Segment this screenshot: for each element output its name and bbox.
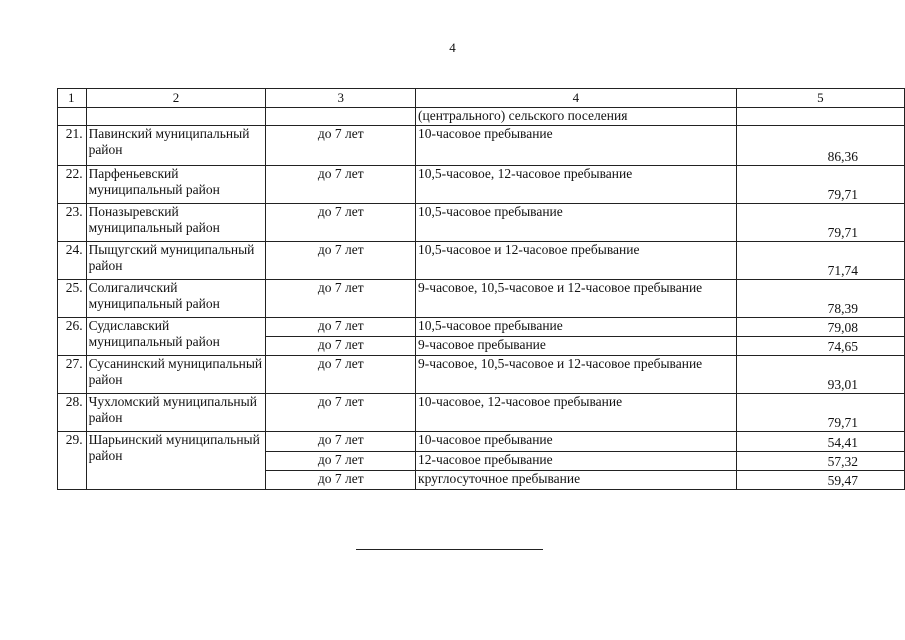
cost-value: 54,41	[736, 432, 904, 452]
header-col-4: 4	[416, 89, 737, 108]
continuation-row	[58, 108, 905, 126]
row-number: 26.	[58, 318, 87, 356]
cost-value: 59,47	[736, 471, 904, 490]
table-header-row	[58, 89, 905, 108]
age-group: до 7 лет	[266, 318, 416, 337]
district-name: Судиславский муниципальный район	[86, 318, 266, 356]
header-col-3: 3	[266, 89, 416, 108]
cost-value: 79,71	[736, 166, 904, 204]
table-row	[58, 394, 905, 432]
district-name: Сусанинский муниципальный район	[86, 356, 266, 394]
age-group: до 7 лет	[266, 126, 416, 166]
table-row	[58, 242, 905, 280]
age-group: до 7 лет	[266, 204, 416, 242]
row-number: 28.	[58, 394, 87, 432]
stay-description: 10-часовое пребывание	[416, 126, 737, 166]
table-row	[58, 432, 905, 452]
tariff-table	[57, 88, 905, 490]
cost-value: 57,32	[736, 452, 904, 471]
age-group: до 7 лет	[266, 280, 416, 318]
stay-description: 10,5-часовое пребывание	[416, 318, 737, 337]
age-group: до 7 лет	[266, 242, 416, 280]
table-row	[58, 318, 905, 337]
continuation-text: (центрального) сельского поселения	[416, 108, 737, 126]
row-number: 27.	[58, 356, 87, 394]
stay-description: 10,5-часовое, 12-часовое пребывание	[416, 166, 737, 204]
end-of-document-rule	[356, 549, 543, 550]
header-col-1: 1	[58, 89, 87, 108]
row-number: 21.	[58, 126, 87, 166]
table-row	[58, 126, 905, 166]
row-number: 22.	[58, 166, 87, 204]
cost-value: 71,74	[736, 242, 904, 280]
cost-value: 74,65	[736, 337, 904, 356]
age-group: до 7 лет	[266, 356, 416, 394]
stay-description: 10-часовое, 12-часовое пребывание	[416, 394, 737, 432]
district-name: Поназыревский муниципальный район	[86, 204, 266, 242]
district-name: Шарьинский муниципальный район	[86, 432, 266, 490]
stay-description: круглосуточное пребывание	[416, 471, 737, 490]
age-group: до 7 лет	[266, 166, 416, 204]
cost-value: 79,71	[736, 204, 904, 242]
age-group: до 7 лет	[266, 432, 416, 452]
row-number: 24.	[58, 242, 87, 280]
table-row	[58, 280, 905, 318]
table-row	[58, 166, 905, 204]
table-row	[58, 204, 905, 242]
row-number: 29.	[58, 432, 87, 490]
cost-value: 86,36	[736, 126, 904, 166]
cost-value: 79,08	[736, 318, 904, 337]
stay-description: 12-часовое пребывание	[416, 452, 737, 471]
row-number: 23.	[58, 204, 87, 242]
page-number: 4	[449, 40, 456, 55]
table-row	[58, 356, 905, 394]
age-group: до 7 лет	[266, 452, 416, 471]
stay-description: 10,5-часовое пребывание	[416, 204, 737, 242]
stay-description: 9-часовое пребывание	[416, 337, 737, 356]
stay-description: 9-часовое, 10,5-часовое и 12-часовое пребывание	[416, 280, 737, 318]
stay-description: 9-часовое, 10,5-часовое и 12-часовое пребывание	[416, 356, 737, 394]
stay-description: 10-часовое пребывание	[416, 432, 737, 452]
row-number: 25.	[58, 280, 87, 318]
age-group: до 7 лет	[266, 471, 416, 490]
age-group: до 7 лет	[266, 337, 416, 356]
district-name: Чухломский муниципальный район	[86, 394, 266, 432]
district-name: Парфеньевский муниципальный район	[86, 166, 266, 204]
district-name: Пыщугский муниципальный район	[86, 242, 266, 280]
cost-value: 79,71	[736, 394, 904, 432]
header-col-2: 2	[86, 89, 266, 108]
cost-value: 78,39	[736, 280, 904, 318]
district-name: Павинский муниципальный район	[86, 126, 266, 166]
district-name: Солигаличский муниципальный район	[86, 280, 266, 318]
stay-description: 10,5-часовое и 12-часовое пребывание	[416, 242, 737, 280]
cost-value: 93,01	[736, 356, 904, 394]
header-col-5: 5	[736, 89, 904, 108]
age-group: до 7 лет	[266, 394, 416, 432]
